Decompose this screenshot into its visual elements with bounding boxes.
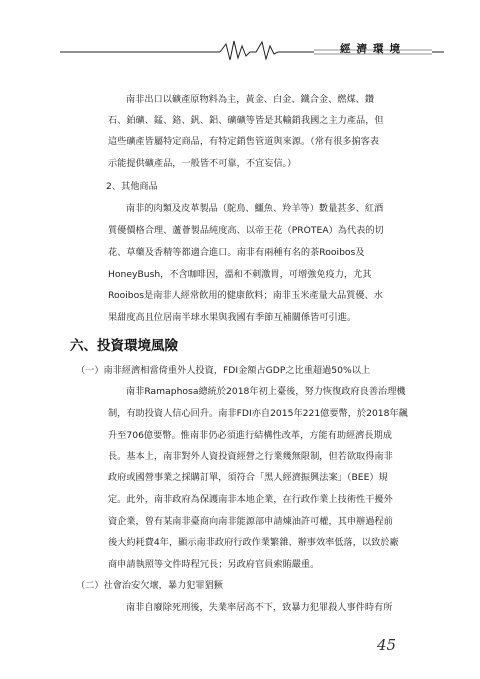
body-line: HoneyBush，不含咖啡因，溫和不刺激胃，可增強免疫力，尤其 (108, 269, 372, 280)
page-number: 45 (377, 636, 397, 654)
body-line: 南非Ramaphosa總統於2018年初上臺後，努力恢復政府良善治理機 (126, 386, 406, 397)
body-line: Rooibos是南非人經常飲用的健康飲料；南非玉米產量大品質優、水 (108, 290, 383, 301)
body-line: 南非出口以礦產原物料為主，黃金、白金、鐵合金、燃煤、鑽 (126, 94, 375, 105)
body-line: 後大約耗費4年，顯示南非政府行政作業繁雜、辦事效率低落，以致於廠 (108, 537, 399, 548)
body-line: 南非自廢除死刑後，失業率居高不下，致暴力犯罪殺人事件時有所 (126, 602, 393, 613)
running-header (0, 38, 480, 62)
body-line: 示能提供礦產品，一般皆不可靠，不宜妄信。） (108, 158, 297, 169)
body-line: 南非的肉類及皮革製品（鴕鳥、鱷魚、羚羊等）數量甚多、紅酒 (126, 203, 384, 214)
subsection-heading: （一）南非經濟相當倚重外人投資，FDI金額占GDP之比重超過50%以上 (76, 365, 371, 376)
body-line: 政府或國營事業之採購訂單，須符合「黑人經濟振興法案」（BEE）規 (108, 472, 388, 483)
body-line: 制，有助投資人信心回升。南非FDI亦自2015年221億要幣，於2018年飆 (108, 408, 408, 419)
body-line: 資企業，曾有某南非臺商向南非能源部申請煉油許可權，其申辦過程前 (108, 516, 393, 527)
body-line: 商申請執照等文件時程冗長；另政府官員索賄嚴重。 (108, 559, 320, 570)
body-line: 這些礦產皆屬特定商品，有特定銷售管道與來源。（常有很多掮客表 (108, 136, 380, 147)
body-line: 果甜度高且位居南半球水果與我國有季節互補關係皆可引進。 (108, 312, 357, 323)
body-line: 石、鉑礦、錳、鉻、釩、鋁、礦礦等皆是其輸銷我國之主力產品，但 (108, 115, 384, 126)
header-title: 經濟環境 (340, 43, 406, 55)
section-title: 六、投資環境風險 (70, 338, 178, 354)
body-line: 定。此外，南非政府為保護南非本地企業，在行政作業上技術性干擾外 (108, 494, 393, 505)
body-line: 長。基本上，南非對外人資投資經營之行業幾無限制，但若欲取得南非 (108, 451, 393, 462)
body-line: 花、草藥及香精等都適合進口。南非有兩種有名的茶Rooibos及 (108, 247, 365, 258)
body-line: 質優價格合理、蘆薈製品純度高、以帝王花（PROTEA）為代表的切 (108, 225, 384, 236)
body-line: 升至706億要幣。惟南非仍必須進行結構性改革，方能有助經濟長期成 (108, 430, 392, 441)
subsection-heading: （二）社會治安欠壞，暴力犯罪猖獗 (76, 580, 223, 591)
subheading: 2、其他商品 (106, 181, 158, 192)
